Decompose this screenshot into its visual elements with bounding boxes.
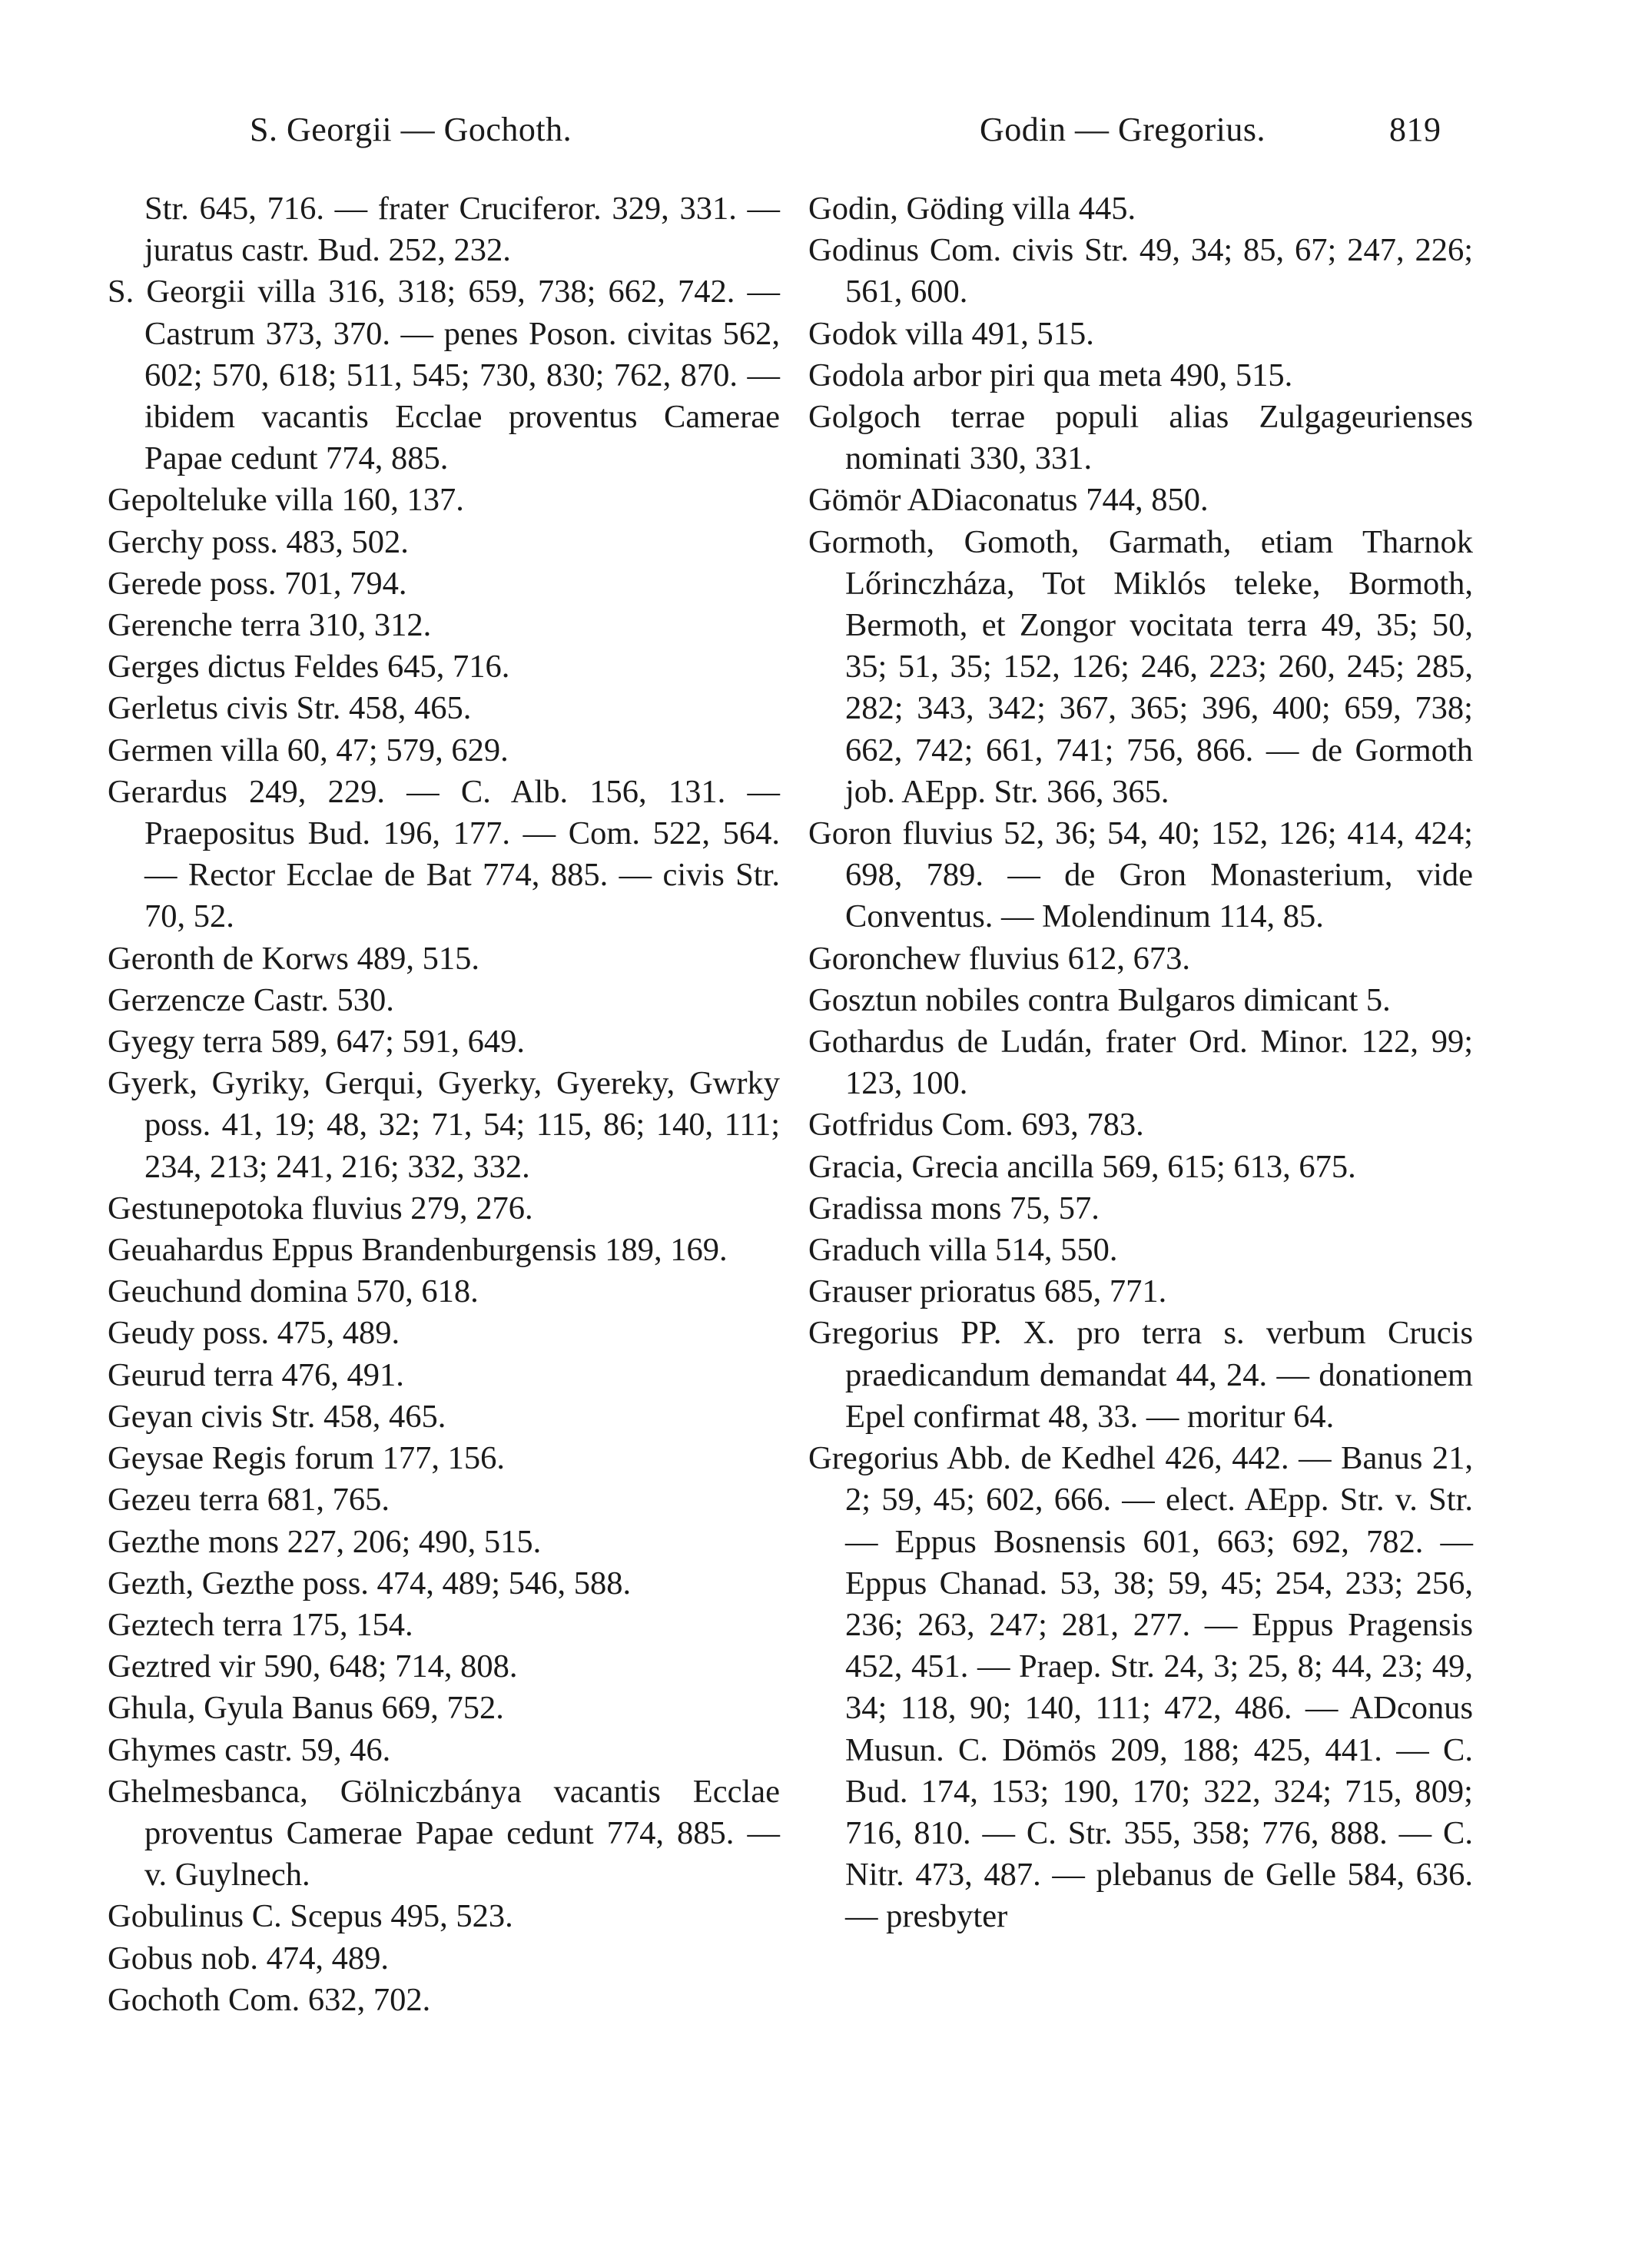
header-left-title: S. Georgii — Gochoth. [250,111,572,148]
index-entry: Gerges dictus Feldes 645, 716. [108,649,510,685]
index-entry: Gothardus de Ludán, frater Ord. Minor. 122, 99; 123, 100. [808,1024,1473,1102]
index-entry: Geronth de Korws 489, 515. [108,940,479,977]
index-entry: Gracia, Grecia ancilla 569, 615; 613, 675. [808,1148,1356,1185]
index-entry: Gerletus civis Str. 458, 465. [108,690,472,727]
index-entry: Gömör ADiaconatus 744, 850. [808,482,1209,519]
index-entry: Geudy poss. 475, 489. [108,1315,400,1352]
index-entry: Gerenche terra 310, 312. [108,607,432,644]
index-entry: Gezthe mons 227, 206; 490, 515. [108,1523,542,1560]
index-entry: Gezth, Gezthe poss. 474, 489; 546, 588. [108,1565,632,1602]
index-entry: Goronchew fluvius 612, 673. [808,940,1190,977]
index-entry: Geztred vir 590, 648; 714, 808. [108,1648,518,1685]
index-entry: S. Georgii villa 316, 318; 659, 738; 662, 742. — Castrum 373, 370. — penes Poson. civitas 562, 602; 570, 618; 511, 545; 730, 830; 762, 870. — ibidem vacantis Ecclae proventus Camerae Papae cedunt 774, 885. [108,274,780,477]
index-entry: Goron fluvius 52, 36; 54, 40; 152, 126; 414, 424; 698, 789. — de Gron Monasterium, vide Conventus. — Molendinum 114, 85. [808,815,1473,935]
right-column [808,188,1473,1938]
index-entry: Geurud terra 476, 491. [108,1356,404,1393]
index-entry: Gerchy poss. 483, 502. [108,523,409,560]
index-entry: Grauser prioratus 685, 771. [808,1273,1167,1310]
header-right-title: Godin — Gregorius. [980,111,1266,148]
index-entry: Gregorius Abb. de Kedhel 426, 442. — Banus 21, 2; 59, 45; 602, 666. — elect. AEpp. Str. v. Str. — Eppus Bosnensis 601, 663; 692, 782. — Eppus Chanad. 53, 38; 59, 45; 254, 233; 256, 236; 263, 247; 281, 277. — Eppus Pragensis 452, 451. — Praep. Str. 24, 3; 25, 8; 44, 23; 49, 34; 118, 90; 140, 111; 472, 486. — ADconus Musun. C. Dömös 209, 188; 425, 441. — C. Bud. 174, 153; 190, 170; 322, 324; 715, 809; 716, 810. — C. Str. 355, 358; 776, 888. — C. Nitr. 473, 487. — plebanus de Gelle 584, 636. — presbyter [808,1440,1473,1935]
index-entry: Str. 645, 716. — frater Cruciferor. 329, 331. — juratus castr. Bud. 252, 232. [144,191,780,269]
index-entry: Gochoth Com. 632, 702. [108,1981,431,2018]
index-entry: Gestunepotoka fluvius 279, 276. [108,1190,533,1226]
index-entry: Geyan civis Str. 458, 465. [108,1398,446,1435]
index-entry: Graduch villa 514, 550. [808,1232,1118,1269]
index-entry: Germen villa 60, 47; 579, 629. [108,732,509,768]
index-entry: Gyerk, Gyriky, Gerqui, Gyerky, Gyereky, Gwrky poss. 41, 19; 48, 32; 71, 54; 115, 86; 140, 111; 234, 213; 241, 216; 332, 332. [108,1065,780,1185]
index-entry: Gormoth, Gomoth, Garmath, etiam Tharnok Lőrinczháza, Tot Miklós teleke, Bormoth, Bermoth, et Zongor vocitata terra 49, 35; 50, 35; 51, 35; 152, 126; 246, 223; 260, 245; 285, 282; 343, 342; 367, 365; 396, 400; 659, 738; 662, 742; 661, 741; 756, 866. — de Gormoth job. AEpp. Str. 366, 365. [808,523,1473,810]
index-entry: Gezeu terra 681, 765. [108,1482,390,1519]
index-entry: Gregorius PP. X. pro terra s. verbum Crucis praedicandum demandat 44, 24. — donationem Epel confirmat 48, 33. — moritur 64. [808,1315,1473,1435]
index-entry: Gerardus 249, 229. — C. Alb. 156, 131. — Praepositus Bud. 196, 177. — Com. 522, 564. — Rector Ecclae de Bat 774, 885. — civis Str. 70, 52. [108,773,780,935]
index-entry: Ghula, Gyula Banus 669, 752. [108,1690,504,1727]
index-entry: Godola arbor piri qua meta 490, 515. [808,357,1293,393]
index-entry: Gotfridus Com. 693, 783. [808,1107,1144,1143]
index-entry: Godok villa 491, 515. [808,315,1094,352]
index-entry: Golgoch terrae populi alias Zulgageurienses nominati 330, 331. [808,399,1473,477]
index-entry: Geysae Regis forum 177, 156. [108,1440,505,1477]
index-entry: Gosztun nobiles contra Bulgaros dimicant 5. [808,981,1391,1018]
index-entry: Godin, Göding villa 445. [808,191,1136,227]
index-entry: Ghelmesbanca, Gölniczbánya vacantis Ecclae proventus Camerae Papae cedunt 774, 885. — v. Guylnech. [108,1773,780,1894]
index-entry: Godinus Com. civis Str. 49, 34; 85, 67; 247, 226; 561, 600. [808,232,1473,310]
index-entry: Geuchund domina 570, 618. [108,1273,479,1310]
index-entry: Gerzencze Castr. 530. [108,981,394,1018]
index-entry: Gradissa mons 75, 57. [808,1190,1100,1226]
index-entry: Ghymes castr. 59, 46. [108,1731,391,1768]
index-entry: Geztech terra 175, 154. [108,1606,413,1643]
index-entry: Gobus nob. 474, 489. [108,1940,389,1977]
left-column [108,188,780,2021]
running-header [0,104,1652,158]
index-entry: Geuahardus Eppus Brandenburgensis 189, 169. [108,1232,728,1269]
index-entry: Gerede poss. 701, 794. [108,565,407,602]
index-entry: Gobulinus C. Scepus 495, 523. [108,1898,513,1935]
page-number: 819 [1389,111,1441,148]
index-entry: Gyegy terra 589, 647; 591, 649. [108,1024,525,1060]
index-entry: Gepolteluke villa 160, 137. [108,482,464,519]
